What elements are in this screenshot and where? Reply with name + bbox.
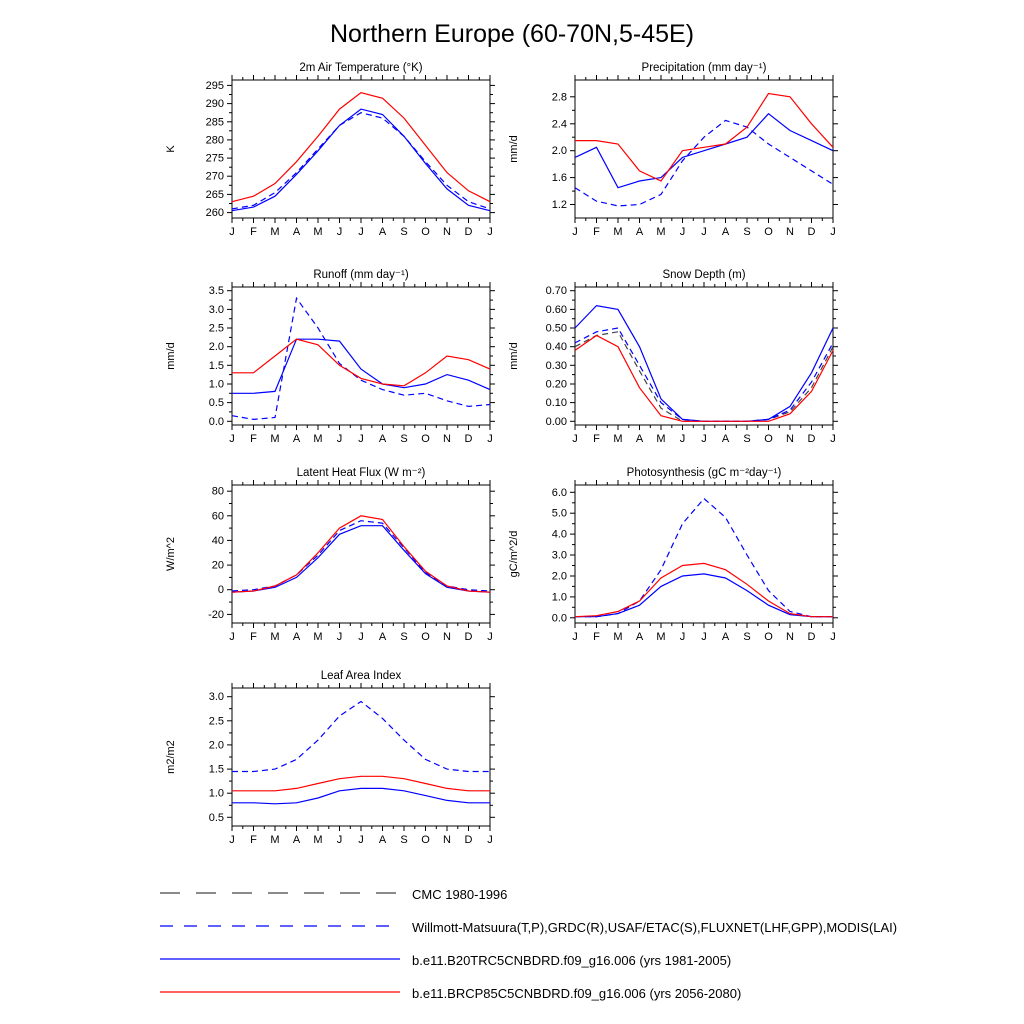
chart-title: Precipitation (mm day⁻¹) [641,62,767,74]
x-tick-label: J [830,631,836,643]
plot-box [232,287,490,425]
y-tick-label: 1.6 [551,172,567,185]
x-tick-label: D [807,631,816,643]
legend-line-obs [160,919,400,936]
x-tick-label: N [443,631,451,643]
series-line-rcp85 [232,516,490,592]
x-tick-label: J [830,226,836,238]
x-tick-label: J [336,226,343,238]
chart-leaf-area-index [160,666,500,878]
y-tick-label: 290 [205,98,224,111]
chart-svg [503,58,843,270]
legend-line-cmc [160,886,400,903]
x-tick-label: M [313,631,323,643]
chart-y-axis-label: mm/d [508,342,520,370]
x-tick-label: A [635,226,644,238]
x-tick-label: J [487,433,493,445]
legend-line-sample [160,985,400,999]
y-tick-label: 2.0 [208,341,224,354]
y-tick-label: 0.50 [545,322,567,335]
series-line-hist [575,306,833,422]
legend-label-historical: b.e11.B20TRC5CNBDRD.f09_g16.006 (yrs 1981-2005) [412,952,732,968]
x-tick-label: J [229,226,235,238]
x-tick-label: F [593,631,600,643]
x-tick-label: F [593,226,600,238]
series-line-rcp85 [575,563,833,616]
chart-runoff [160,265,500,477]
y-tick-label: 260 [205,207,224,220]
y-tick-label: 0.70 [545,285,567,298]
x-tick-label: S [743,433,751,445]
y-tick-label: 1.0 [208,787,224,800]
x-tick-label: M [613,433,623,445]
x-tick-label: M [613,226,623,238]
x-tick-label: N [443,433,451,445]
x-tick-label: D [464,834,473,846]
x-tick-label: A [378,834,387,846]
x-tick-label: J [336,631,343,643]
x-tick-label: A [721,433,730,445]
x-tick-label: J [358,433,364,445]
y-tick-label: 2.0 [551,570,567,583]
chart-photosynthesis [503,463,843,675]
y-tick-label: 0.5 [208,811,224,824]
y-tick-label: 5.0 [551,507,567,520]
chart-svg [503,265,843,477]
chart-title: 2m Air Temperature (°K) [299,62,423,74]
x-tick-label: J [701,631,707,643]
x-tick-label: S [400,631,408,643]
x-tick-label: S [743,631,751,643]
y-tick-label: 0.5 [208,397,224,410]
y-tick-label: 1.2 [551,199,567,211]
series-line-hist [232,339,490,393]
chart-y-axis-label: m2/m2 [165,740,177,774]
y-tick-label: 1.5 [208,763,224,776]
x-tick-label: F [250,631,257,643]
x-tick-label: A [292,834,301,846]
chart-snow-depth [503,265,843,477]
y-tick-label: 2.5 [208,715,224,728]
x-tick-label: S [400,834,408,846]
x-tick-label: J [701,226,707,238]
chart-title: Runoff (mm day⁻¹) [313,269,409,281]
x-tick-label: M [656,433,666,445]
y-tick-label: 265 [205,188,224,201]
y-tick-label: -20 [208,608,224,621]
x-tick-label: O [421,226,430,238]
x-tick-label: J [572,631,578,643]
x-tick-label: A [721,631,730,643]
x-tick-label: M [270,834,280,846]
x-tick-label: N [786,226,794,238]
x-tick-label: J [701,433,707,445]
y-tick-label: 60 [211,510,224,523]
chart-title: Latent Heat Flux (W m⁻²) [296,467,426,479]
legend-line-sample [160,886,400,900]
x-tick-label: N [443,834,451,846]
x-tick-label: J [358,834,364,846]
legend-label-cmc: CMC 1980-1996 [412,886,508,902]
series-line-obs [575,499,833,617]
x-tick-label: A [721,226,730,238]
x-tick-label: D [807,226,816,238]
y-tick-label: 6.0 [551,486,567,499]
legend-item-cmc [160,884,507,904]
y-tick-label: 1.5 [208,359,224,372]
x-tick-label: N [786,631,794,643]
chart-svg [160,463,500,675]
chart-y-axis-label: W/m^2 [165,537,177,571]
legend-line-rcp85 [160,985,400,1002]
chart-y-axis-label: K [165,145,177,153]
y-tick-label: 2.5 [208,322,224,335]
y-tick-label: 0.00 [545,415,567,428]
y-tick-label: 2.0 [208,739,224,752]
x-tick-label: M [270,226,280,238]
x-tick-label: S [400,226,408,238]
y-tick-label: 270 [205,170,224,183]
y-tick-label: 3.0 [208,303,224,316]
chart-2m-air-temperature [160,58,500,270]
x-tick-label: J [487,631,493,643]
y-tick-label: 0.10 [545,397,567,410]
y-tick-label: 280 [205,134,224,147]
series-line-rcp85 [575,336,833,422]
x-tick-label: J [830,433,836,445]
y-tick-label: 20 [211,559,224,572]
x-tick-label: J [229,834,235,846]
plot-box [575,485,833,623]
plot-box [575,287,833,425]
y-tick-label: 4.0 [551,528,567,541]
y-tick-label: 80 [211,485,224,498]
y-tick-label: 3.0 [551,549,567,562]
series-line-obs [575,120,833,205]
chart-svg [160,58,500,270]
x-tick-label: J [336,834,343,846]
x-tick-label: J [229,433,235,445]
x-tick-label: A [378,433,387,445]
x-tick-label: M [656,631,666,643]
legend-label-rcp85: b.e11.BRCP85C5CNBDRD.f09_g16.006 (yrs 2056-2080) [412,985,742,1001]
x-tick-label: J [572,433,578,445]
legend-item-historical [160,950,731,970]
x-tick-label: F [250,226,257,238]
x-tick-label: O [421,631,430,643]
y-tick-label: 0.0 [551,612,567,625]
y-tick-label: 285 [205,116,224,129]
legend-item-obs [160,917,897,937]
y-tick-label: 0.20 [545,378,567,391]
x-tick-label: J [336,433,343,445]
x-tick-label: J [572,226,578,238]
y-tick-label: 2.0 [551,145,567,158]
series-line-rcp85 [232,339,490,386]
y-tick-label: 275 [205,152,224,165]
plot-box [232,485,490,623]
x-tick-label: A [378,226,387,238]
x-tick-label: D [464,631,473,643]
y-tick-label: 0.30 [545,359,567,372]
chart-title: Snow Depth (m) [662,269,746,281]
x-tick-label: A [292,631,301,643]
x-tick-label: A [378,631,387,643]
series-line-obs [232,702,490,772]
x-tick-label: F [250,433,257,445]
x-tick-label: M [270,631,280,643]
x-tick-label: J [679,433,686,445]
series-line-cmc [575,332,833,422]
x-tick-label: J [487,226,493,238]
series-line-hist [232,526,490,593]
chart-svg [160,265,500,477]
chart-y-axis-label: gC/m^2/d [508,530,520,578]
legend-line-sample [160,952,400,966]
chart-precipitation [503,58,843,270]
plot-box [575,80,833,218]
x-tick-label: N [786,433,794,445]
chart-y-axis-label: mm/d [508,135,520,163]
x-tick-label: A [635,433,644,445]
x-tick-label: J [487,834,493,846]
x-tick-label: O [764,226,773,238]
chart-y-axis-label: mm/d [165,342,177,370]
y-tick-label: 40 [211,534,224,547]
y-tick-label: 0.0 [208,415,224,428]
y-tick-label: 3.0 [208,691,224,704]
plot-box [232,688,490,826]
x-tick-label: S [400,433,408,445]
x-tick-label: O [421,433,430,445]
x-tick-label: M [613,631,623,643]
series-line-hist [575,574,833,617]
x-tick-label: D [464,433,473,445]
legend-item-rcp85 [160,983,741,1003]
chart-latent-heat-flux [160,463,500,675]
x-tick-label: J [358,226,364,238]
x-tick-label: J [358,631,364,643]
y-tick-label: 0.40 [545,341,567,354]
x-tick-label: S [743,226,751,238]
x-tick-label: O [764,631,773,643]
legend-line-sample [160,919,400,933]
x-tick-label: N [443,226,451,238]
x-tick-label: O [764,433,773,445]
x-tick-label: M [270,433,280,445]
y-tick-label: 3.5 [208,285,224,298]
x-tick-label: A [635,631,644,643]
x-tick-label: D [807,433,816,445]
x-tick-label: A [292,433,301,445]
y-tick-label: 0.60 [545,303,567,316]
x-tick-label: M [313,834,323,846]
x-tick-label: F [593,433,600,445]
chart-svg [503,463,843,675]
page-title: Northern Europe (60-70N,5-45E) [329,20,695,48]
x-tick-label: M [313,226,323,238]
y-tick-label: 2.4 [551,118,567,131]
chart-title: Leaf Area Index [320,670,402,682]
x-tick-label: J [229,631,235,643]
x-tick-label: D [464,226,473,238]
x-tick-label: F [250,834,257,846]
series-line-obs [232,521,490,591]
y-tick-label: 1.0 [208,378,224,391]
x-tick-label: A [292,226,301,238]
legend-line-historical [160,952,400,969]
legend-label-obs: Willmott-Matsuura(T,P),GRDC(R),USAF/ETAC(S),FLUXNET(LHF,GPP),MODIS(LAI) [412,919,898,935]
series-line-hist [575,114,833,188]
x-tick-label: J [679,226,686,238]
x-tick-label: M [313,433,323,445]
y-tick-label: 2.8 [551,91,567,104]
y-tick-label: 1.0 [551,591,567,604]
chart-title: Photosynthesis (gC m⁻²day⁻¹) [626,467,782,479]
chart-svg [160,666,500,878]
y-tick-label: 0 [217,584,224,597]
x-tick-label: M [656,226,666,238]
x-tick-label: J [679,631,686,643]
series-line-obs [232,113,490,209]
plot-box [232,80,490,218]
y-tick-label: 295 [205,79,224,92]
x-tick-label: O [421,834,430,846]
